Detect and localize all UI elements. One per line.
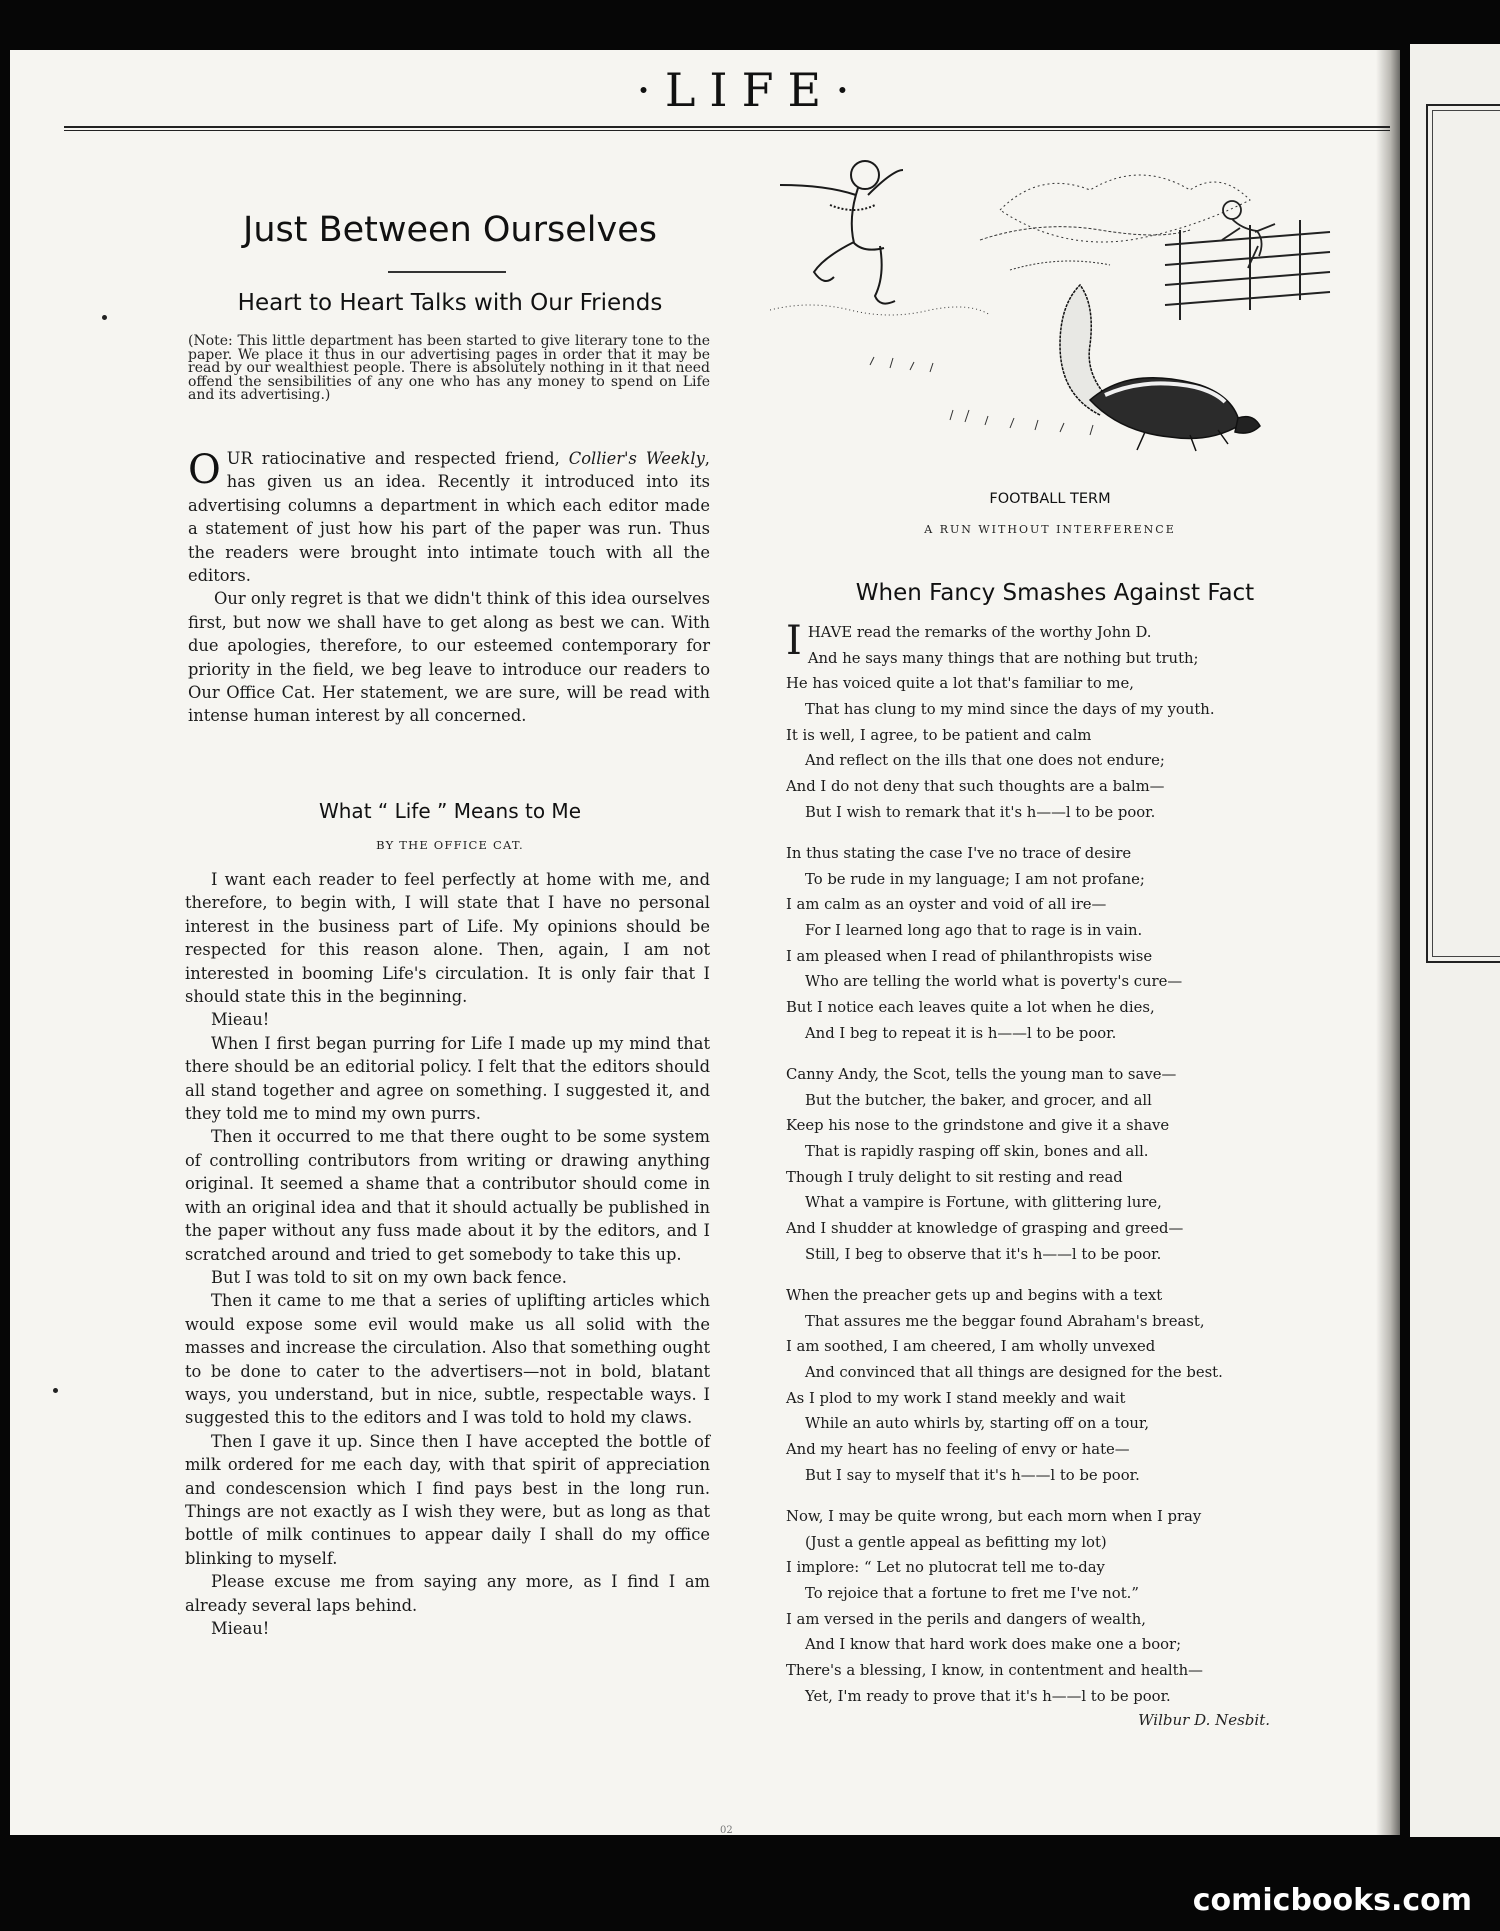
- poem-line-text: And I beg to repeat it is h——l to be poor.: [805, 1024, 1117, 1042]
- masthead-rule: [64, 126, 1390, 131]
- running-boy-figure: [780, 161, 903, 304]
- cartoon-illustration: [770, 150, 1340, 480]
- poem-line-text: And my heart has no feeling of envy or hate—: [786, 1441, 1130, 1459]
- poem-line-text: I implore: “ Let no plutocrat tell me to-day: [786, 1559, 1105, 1577]
- intro-text-start: UR ratiocinative and respected friend,: [226, 449, 569, 468]
- poem-line: [786, 1437, 1276, 1463]
- poem-line-text: To rejoice that a fortune to fret me I've not.”: [805, 1585, 1139, 1603]
- article-paragraph: Please excuse me from saying any more, as I find I am already several laps behind.: [185, 1572, 710, 1615]
- poem-line-text: That has clung to my mind since the days of my youth.: [805, 701, 1215, 719]
- poem-line-text: That is rapidly rasping off skin, bones and all.: [805, 1143, 1149, 1161]
- poem-line-text: I am soothed, I am cheered, I am wholly unvexed: [786, 1338, 1156, 1356]
- poem-line-text: What a vampire is Fortune, with glittering lure,: [805, 1194, 1162, 1212]
- poem-line: [786, 944, 1276, 970]
- poem-line-text: I am calm as an oyster and void of all ire—: [786, 896, 1107, 914]
- page-binding-shadow: [1376, 50, 1400, 1835]
- poem-stanza: [786, 620, 1276, 826]
- masthead: ·LIFE·: [636, 63, 864, 117]
- poem-line-text: Who are telling the world what is poverty's cure—: [805, 973, 1183, 991]
- poem-line-text: Though I truly delight to sit resting and read: [786, 1168, 1123, 1186]
- publication-name: Collier's Weekly: [568, 449, 705, 468]
- article-paragraph: I want each reader to feel perfectly at home with me, and therefore, to begin with, I will state that I have no personal interest in the business part of Life. My opinions should be respected for this reason alone. Then, again, I am not interested in booming Life's circulation. It is only fair that I should state this in the beginning.: [185, 870, 710, 1007]
- poem-signature: Wilbur D. Nesbit.: [1138, 1711, 1270, 1729]
- poem-line-text: But I wish to remark that it's h——l to be poor.: [805, 803, 1156, 821]
- next-page-frame: [1426, 104, 1500, 963]
- poem-line-text: But I say to myself that it's h——l to be poor.: [805, 1466, 1140, 1484]
- poem-line: [786, 1139, 1276, 1165]
- poem-stanza: [786, 1504, 1276, 1710]
- poem-drop-cap: I: [786, 618, 802, 664]
- skunk-figure: [1060, 285, 1260, 451]
- poem-body: [786, 620, 1276, 1725]
- poem-line: [786, 1165, 1276, 1191]
- poem-line-text: That assures me the beggar found Abraham's breast,: [805, 1312, 1205, 1330]
- poem-stanza: [786, 1283, 1276, 1489]
- poem-line: [786, 1021, 1276, 1047]
- poem-line: [786, 1581, 1276, 1607]
- poem-line: [786, 1463, 1276, 1489]
- page-number: 02: [720, 1825, 733, 1836]
- poem-line: [786, 1283, 1276, 1309]
- poem-stanza: [786, 841, 1276, 1047]
- poem-line: [786, 1684, 1276, 1710]
- poem-line: [786, 1242, 1276, 1268]
- poem-line: [786, 841, 1276, 867]
- drop-cap: O: [188, 447, 221, 493]
- poem-line: [786, 892, 1276, 918]
- article-paragraph: When I first began purring for Life I made up my mind that there should be an editorial policy. I felt that the editors should all stand together and agree on something. I suggested it, and they told me to mind my own purrs.: [185, 1033, 710, 1124]
- poem-line: [786, 697, 1276, 723]
- poem-line: [786, 1334, 1276, 1360]
- poem-line: [786, 995, 1276, 1021]
- poem-line-text: In thus stating the case I've no trace of desire: [786, 845, 1132, 862]
- poem-line: [786, 867, 1276, 893]
- poem-heading: When Fancy Smashes Against Fact: [855, 580, 1255, 606]
- poem-line: [786, 1658, 1276, 1684]
- poem-line: [786, 918, 1276, 944]
- article-paragraph: But I was told to sit on my own back fence.: [211, 1267, 567, 1287]
- poem-line-text: Canny Andy, the Scot, tells the young man to save—: [786, 1066, 1177, 1083]
- print-speck: [53, 1388, 58, 1393]
- poem-line-text: Now, I may be quite wrong, but each morn when I pray: [786, 1508, 1202, 1525]
- poem-line-text: To be rude in my language; I am not profane;: [805, 870, 1145, 888]
- poem-line: [786, 1113, 1276, 1139]
- intro-paragraph: [188, 447, 710, 587]
- poem-line: [786, 1309, 1276, 1335]
- poem-line-text: He has voiced quite a lot that's familiar to me,: [786, 675, 1134, 693]
- poem-line: [786, 969, 1276, 995]
- poem-line-text: And I shudder at knowledge of grasping and greed—: [786, 1220, 1184, 1238]
- fence: [1165, 220, 1330, 320]
- article-paragraph: Then I gave it up. Since then I have accepted the bottle of milk ordered for me each day, with that spirit of appreciation and condescension which I find pays best in the long run. Things are not exactly as I wish they were, but as long as that bottle of milk continues to appear daily I shall do my office blinking to myself.: [185, 1431, 710, 1568]
- poem-line-text: (Just a gentle appeal as befitting my lot): [805, 1533, 1107, 1551]
- print-speck: [102, 315, 107, 320]
- poem-line: [786, 1216, 1276, 1242]
- poem-line: [786, 748, 1276, 774]
- article-heading: What “ Life ” Means to Me: [318, 799, 581, 823]
- title-rule: [388, 271, 506, 273]
- cartoon-caption: FOOTBALL TERM: [989, 491, 1111, 507]
- poem-line-text: When the preacher gets up and begins with a text: [786, 1287, 1163, 1304]
- poem-line-text: And reflect on the ills that one does not endure;: [805, 752, 1165, 770]
- poem-line-text: Keep his nose to the grindstone and give it a shave: [786, 1117, 1170, 1135]
- poem-line-text: And he says many things that are nothing but truth;: [807, 649, 1199, 667]
- article-paragraph: Then it occurred to me that there ought to be some system of controlling contributors from writing or drawing anything original. It seemed a shame that a contributor should come in with an original idea and that it should actually be published in the paper without any fuss made about it by the editors, and I scratched around and tried to get somebody to take this up.: [185, 1127, 710, 1264]
- section-subtitle: Heart to Heart Talks with Our Friends: [237, 290, 663, 316]
- poem-line: [786, 671, 1276, 697]
- poem-line: [786, 1386, 1276, 1412]
- poem-line-text: And I do not deny that such thoughts are a balm—: [786, 778, 1165, 796]
- poem-line-text: As I plod to my work I stand meekly and wait: [786, 1389, 1126, 1407]
- next-page-edge: [1410, 44, 1500, 1837]
- poem-line: [786, 1190, 1276, 1216]
- intro-text-rest: , has given us an idea. Recently it introduced into its advertising columns a department in which each editor made a statement of just how his part of the paper was run. Thus the readers were brought into intimate touch with all the editors.: [188, 449, 710, 586]
- poem-line-text: But the butcher, the baker, and grocer, and all: [805, 1091, 1152, 1109]
- poem-line-text: But I notice each leaves quite a lot when he dies,: [786, 999, 1155, 1017]
- poem-line: [786, 1555, 1276, 1581]
- poem-line: [786, 1062, 1276, 1088]
- poem-line: [786, 1360, 1276, 1386]
- poem-line-text: HAVE read the remarks of the worthy John D.: [807, 624, 1152, 641]
- article-paragraph: Then it came to me that a series of uplifting articles which would expose some evil would make us all solid with the masses and increase the circulation. Also that something ought to be done to cater to the advertisers—not in bold, blatant ways, you understand, but in nice, subtle, respectable ways. I suggested this to the editors and I was told to hold my claws.: [185, 1291, 710, 1428]
- poem-line-text: It is well, I agree, to be patient and calm: [786, 726, 1092, 744]
- poem-line-text: And convinced that all things are designed for the best.: [805, 1364, 1223, 1382]
- article-body: [185, 868, 710, 1640]
- intro-text: [188, 447, 710, 728]
- poem-line: [786, 646, 1276, 672]
- poem-line-text: Yet, I'm ready to prove that it's h——l to be poor.: [805, 1687, 1171, 1705]
- poem-line: [786, 1411, 1276, 1437]
- poem-line-text: There's a blessing, I know, in contentment and health—: [786, 1662, 1203, 1680]
- poem-line-text: For I learned long ago that to rage is in vain.: [805, 922, 1143, 940]
- poem-line-text: I am pleased when I read of philanthropists wise: [786, 947, 1153, 965]
- poem-line: [786, 723, 1276, 749]
- intro-paragraph: Our only regret is that we didn't think of this idea ourselves first, but now we shall have to get along as best we can. With due apologies, therefore, to our esteemed contemporary for priority in the field, we beg leave to introduce our readers to Our Office Cat. Her statement, we are sure, will be read with intense human interest by all concerned.: [188, 589, 710, 726]
- poem-line-text: And I know that hard work does make one a boor;: [805, 1636, 1182, 1654]
- section-title: Just Between Ourselves: [243, 210, 657, 250]
- poem-line-text: Still, I beg to observe that it's h——l to be poor.: [805, 1245, 1162, 1263]
- poem-stanza: [786, 1062, 1276, 1268]
- poem-line: [786, 1504, 1276, 1530]
- cartoon-subcaption: A RUN WITHOUT INTERFERENCE: [924, 523, 1176, 536]
- poem-line: [786, 774, 1276, 800]
- poem-line: [786, 1088, 1276, 1114]
- poem-line: [786, 1607, 1276, 1633]
- poem-line: [786, 1632, 1276, 1658]
- poem-line: [786, 1530, 1276, 1556]
- poem-line: [786, 800, 1276, 826]
- article-paragraph: Mieau!: [211, 1619, 270, 1638]
- poem-line-text: I am versed in the perils and dangers of wealth,: [786, 1610, 1146, 1628]
- poem-line-text: While an auto whirls by, starting off on a tour,: [805, 1415, 1150, 1433]
- site-watermark: comicbooks.com: [1192, 1883, 1472, 1918]
- article-paragraph: Mieau!: [211, 1010, 270, 1030]
- article-byline: BY THE OFFICE CAT.: [376, 838, 524, 852]
- editor-note: (Note: This little department has been started to give literary tone to the paper. We place it thus in our advertising pages in order that it may be read by our wealthiest people. There is absolutely nothing in it that need offend the sensibilities of any one who has any money to spend on Life and its advertising.): [188, 333, 710, 403]
